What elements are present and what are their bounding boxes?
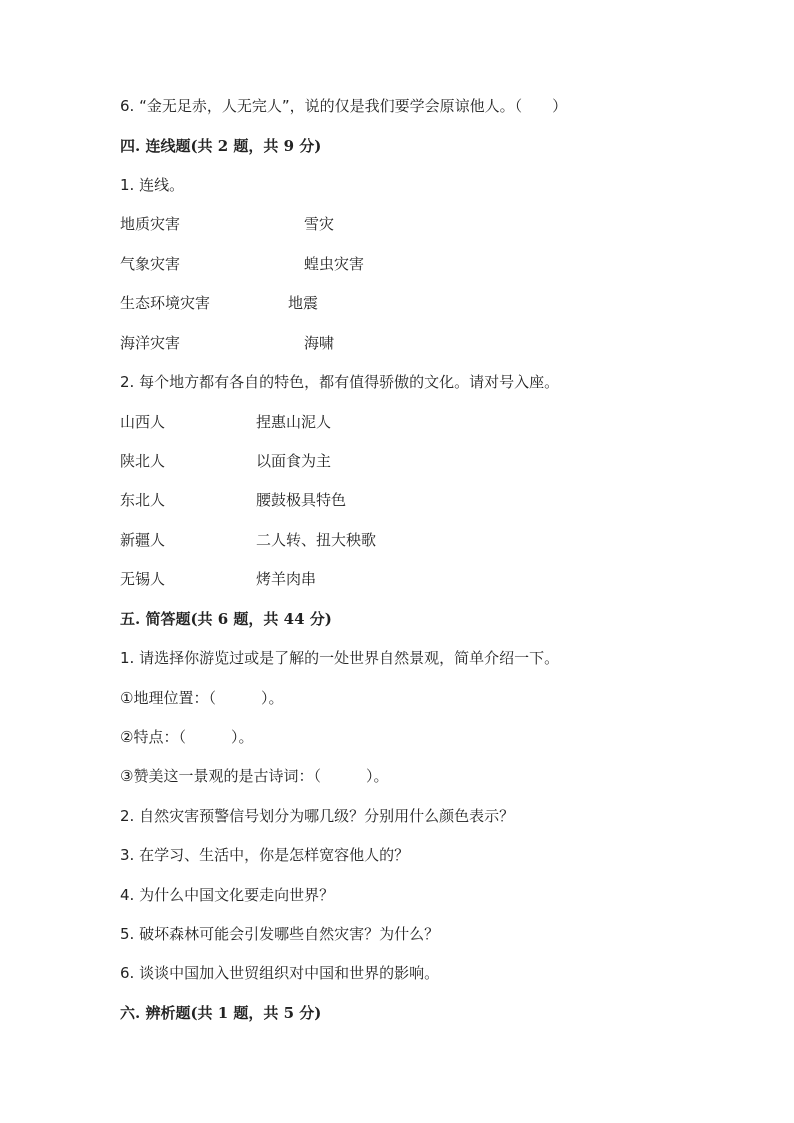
matching-right-item: 二人转、扭大秧歌 <box>256 531 377 549</box>
short-answer-question-5: 5. 破坏森林可能会引发哪些自然灾害？为什么？ <box>120 925 440 943</box>
section-6-heading: 六. 辨析题(共 1 题，共 5 分) <box>120 1004 322 1022</box>
short-answer-q1-part-a: ①地理位置：（ ）。 <box>120 689 284 707</box>
short-answer-q1-part-b: ②特点：（ ）。 <box>120 728 254 746</box>
matching-left-item: 无锡人 <box>120 570 166 588</box>
matching-left-item: 新疆人 <box>120 531 166 549</box>
short-answer-question-1: 1. 请选择你游览过或是了解的一处世界自然景观，简单介绍一下。 <box>120 649 560 667</box>
section-4-heading: 四. 连线题(共 2 题，共 9 分) <box>120 137 322 155</box>
judgement-question-6: 6. “金无足赤，人无完人”，说的仅是我们要学会原谅他人。（ ） <box>120 97 568 115</box>
matching-left-item: 陕北人 <box>120 452 166 470</box>
matching-right-item: 海啸 <box>304 334 335 352</box>
short-answer-question-6: 6. 谈谈中国加入世贸组织对中国和世界的影响。 <box>120 964 440 982</box>
matching-left-item: 地质灾害 <box>120 215 181 233</box>
matching-left-item: 生态环境灾害 <box>120 294 211 312</box>
matching-right-item: 烤羊肉串 <box>256 570 317 588</box>
short-answer-question-2: 2. 自然灾害预警信号划分为哪几级？分别用什么颜色表示？ <box>120 807 515 825</box>
short-answer-q1-part-c: ③赞美这一景观的是古诗词：（ ）。 <box>120 767 389 785</box>
matching-right-item: 地震 <box>288 294 319 312</box>
matching-right-item: 以面食为主 <box>256 452 332 470</box>
matching-right-item: 捏惠山泥人 <box>256 413 332 431</box>
matching-question-1-title: 1. 连线。 <box>120 176 185 194</box>
matching-question-2-title: 2. 每个地方都有各自的特色，都有值得骄傲的文化。请对号入座。 <box>120 373 560 391</box>
matching-left-item: 海洋灾害 <box>120 334 181 352</box>
section-5-heading: 五. 简答题(共 6 题，共 44 分) <box>120 610 332 628</box>
matching-left-item: 气象灾害 <box>120 255 181 273</box>
matching-left-item: 东北人 <box>120 491 166 509</box>
matching-left-item: 山西人 <box>120 413 166 431</box>
short-answer-question-3: 3. 在学习、生活中，你是怎样宽容他人的？ <box>120 846 410 864</box>
matching-right-item: 腰鼓极具特色 <box>256 491 347 509</box>
short-answer-question-4: 4. 为什么中国文化要走向世界？ <box>120 886 335 904</box>
matching-right-item: 蝗虫灾害 <box>304 255 365 273</box>
matching-right-item: 雪灾 <box>304 215 335 233</box>
